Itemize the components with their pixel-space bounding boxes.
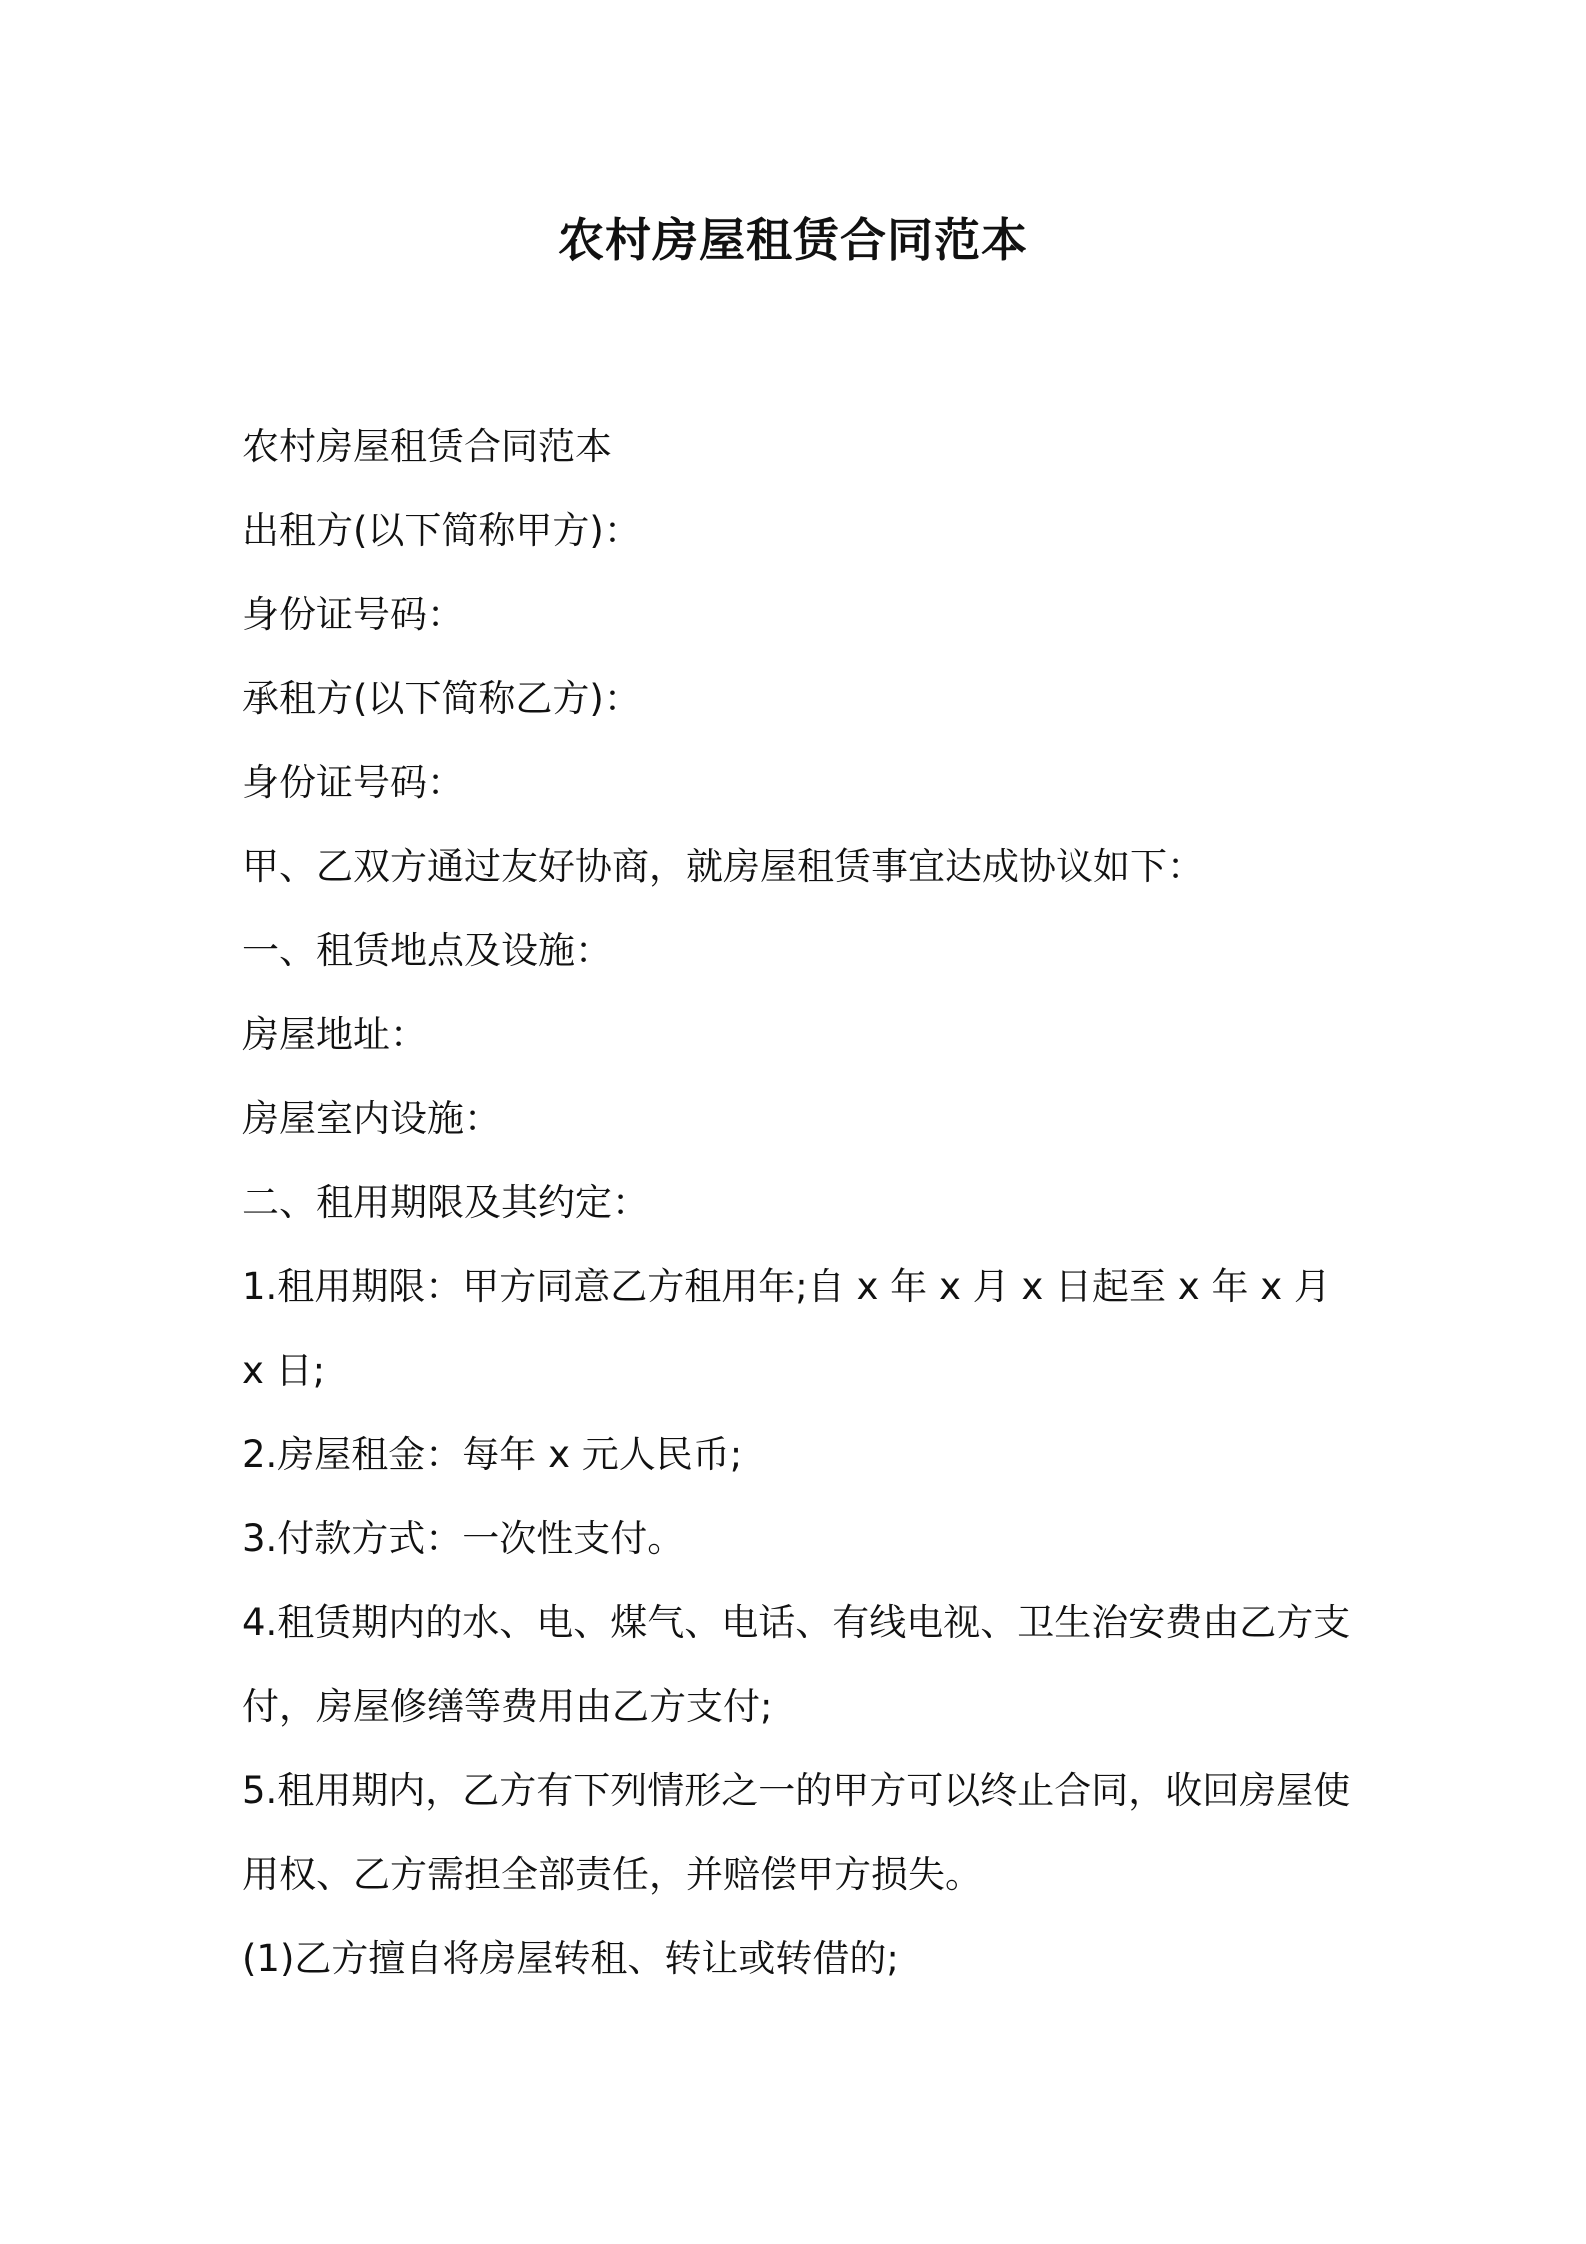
paragraph-lessee: 承租方(以下简称乙方)：: [242, 677, 641, 720]
clause-payment-method: 3.付款方式：一次性支付。: [242, 1517, 685, 1560]
paragraph-lessor: 出租方(以下简称甲方)：: [242, 509, 641, 552]
section-heading-location: 一、租赁地点及设施：: [242, 929, 612, 972]
paragraph-subtitle: 农村房屋租赁合同范本: [242, 425, 612, 468]
document-body: [242, 405, 1352, 2001]
document-title: 农村房屋租赁合同范本: [558, 213, 1028, 267]
clause-lease-term: 1.租用期限：甲方同意乙方租用年;自 x 年 x 月 x 日起至 x 年 x 月 x 日;: [242, 1265, 1331, 1392]
clause-utilities: 4.租赁期内的水、电、煤气、电话、有线电视、卫生治安费由乙方支付，房屋修缮等费用由乙方支付;: [242, 1601, 1351, 1728]
paragraph-house-facilities: 房屋室内设施：: [242, 1097, 501, 1140]
paragraph-lessor-id: 身份证号码：: [242, 593, 464, 636]
paragraph-agreement-intro: 甲、乙双方通过友好协商，就房屋租赁事宜达成协议如下：: [242, 845, 1204, 888]
clause-sublease: (1)乙方擅自将房屋转租、转让或转借的;: [242, 1937, 899, 1980]
paragraph-lessee-id: 身份证号码：: [242, 761, 464, 804]
clause-rent: 2.房屋租金：每年 x 元人民币;: [242, 1433, 743, 1476]
paragraph-house-address: 房屋地址：: [242, 1013, 427, 1056]
clause-termination: 5.租用期内，乙方有下列情形之一的甲方可以终止合同，收回房屋使用权、乙方需担全部责任，并赔偿甲方损失。: [242, 1769, 1351, 1896]
section-heading-term: 二、租用期限及其约定：: [242, 1181, 649, 1224]
